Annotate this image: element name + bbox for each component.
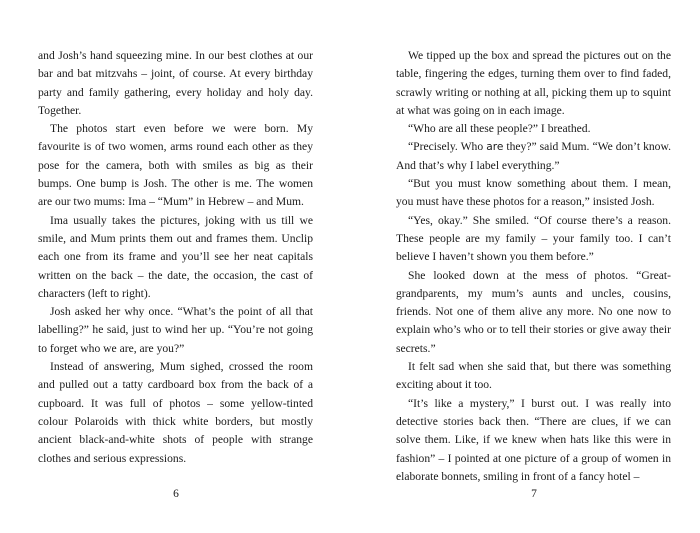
paragraph: Josh asked her why once. “What’s the point of all that labelling?” he said, just to wind her up. “You’re not going to forget who we are, are you?” bbox=[38, 305, 313, 355]
paragraph: “Yes, okay.” She smiled. “Of course there’s a reason. These people are my family – your family too. I can’t believe I haven’t shown you them before.” bbox=[396, 213, 671, 264]
paragraph: The photos start even before we were born. My favourite is of two women, arms round each other as they pose for the camera, both with smiles as big as their bumps. One bump is Josh. The other is me. The women are our two mums: Ima – “Mum” in Hebrew – and Mum. bbox=[38, 122, 313, 209]
paragraph: Instead of answering, Mum sighed, crossed the room and pulled out a tatty cardboard box from the back of a cupboard. It was full of photos – some yellow-tinted colour Polaroids with thick white borders, but mostly ancient black-and-white shots of people with strange clothes and serious expressions. bbox=[38, 360, 313, 465]
paragraph: Ima usually takes the pictures, joking with us till we smile, and Mum prints them out and frames them. Unclip each one from its frame and you’ll see her neat capitals written on the back – the date, the occasion, the cast of characters (left to right). bbox=[38, 213, 313, 300]
paragraph bbox=[396, 138, 671, 175]
emphasis-text: are bbox=[486, 141, 504, 154]
paragraph: “But you must know something about them. I mean, you must have these photos for a reason,” insisted Josh. bbox=[396, 177, 671, 209]
page-number-left: 6 bbox=[173, 488, 179, 500]
paragraph-text: “Precisely. Who bbox=[408, 140, 487, 154]
left-page-text bbox=[38, 47, 313, 468]
paragraph: “It’s like a mystery,” I burst out. I was really into detective stories back then. “There are clues, if we can solve them. Like, if we knew when hats like this were in fashion” – I pointed at one picture of a group of women in elaborate bonnets, smiling in front of a fancy hotel – bbox=[396, 396, 671, 483]
paragraph: “Who are all these people?” I breathed. bbox=[408, 122, 591, 136]
right-page-text bbox=[396, 47, 671, 486]
paragraph: It felt sad when she said that, but there was something exciting about it too. bbox=[396, 360, 671, 392]
paragraph: and Josh’s hand squeezing mine. In our best clothes at our bar and bat mitzvahs – joint, of course. At every birthday party and family gathering, every holiday and holy day. Together. bbox=[38, 49, 313, 117]
page-number-right: 7 bbox=[531, 488, 537, 500]
paragraph: She looked down at the mess of photos. “Great-grandparents, my mum’s aunts and uncles, cousins, friends. Not one of them alive any more. No one now to explain who’s who or to tell their stories or give away their secrets.” bbox=[396, 268, 671, 355]
paragraph-text: they?” said Mum. “We don’t know. And that’s why I label everything.” bbox=[396, 140, 671, 172]
paragraph: We tipped up the box and spread the pictures out on the table, fingering the edges, turning them over to find faded, scrawly writing or nothing at all, picking them up to squint at what was going on in each image. bbox=[396, 49, 671, 117]
